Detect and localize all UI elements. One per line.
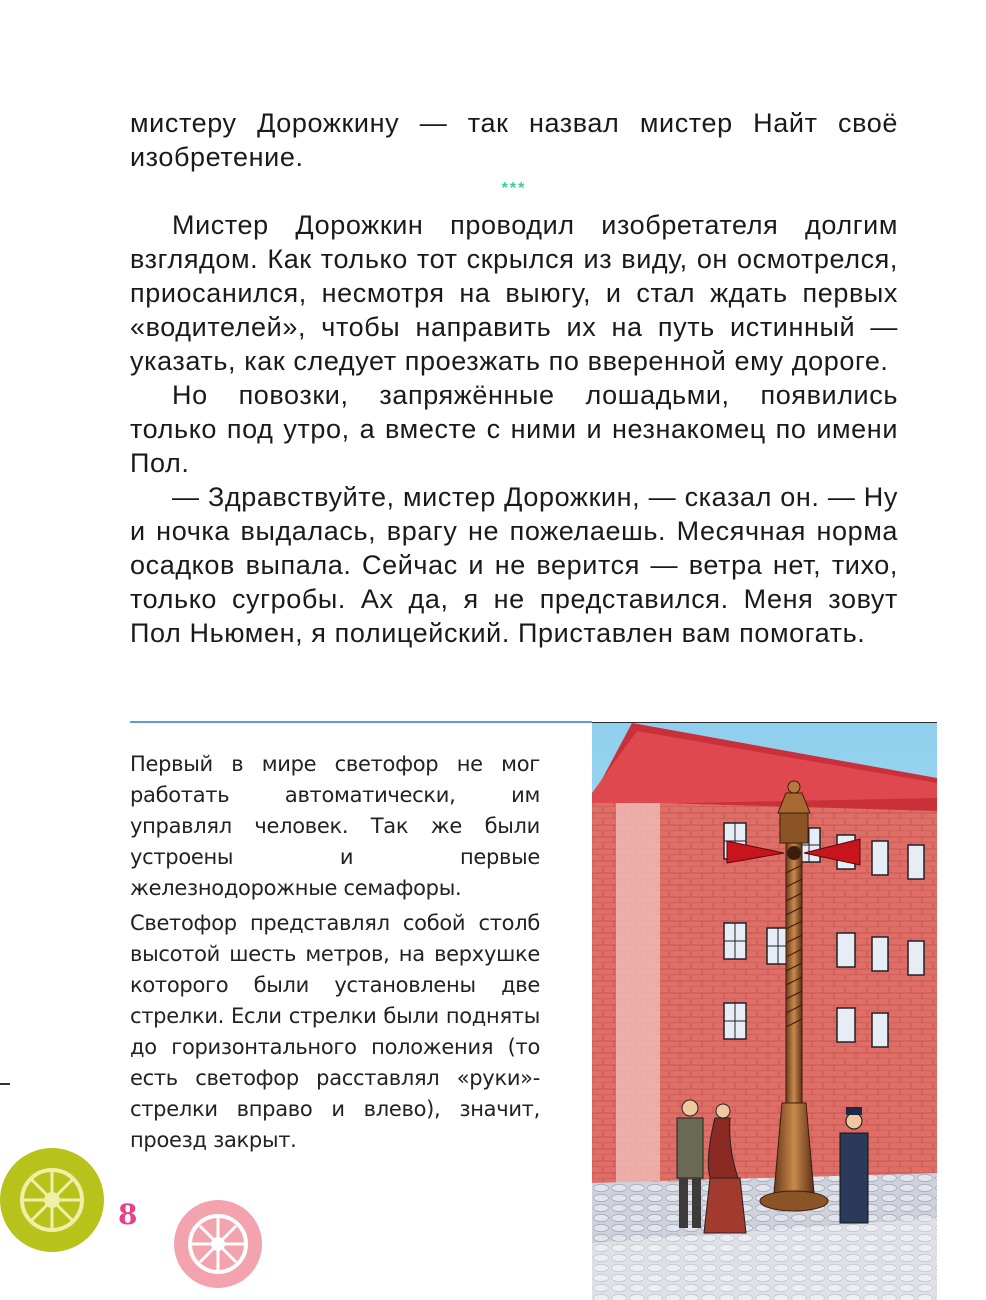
- green-wheel-icon: [0, 1148, 110, 1258]
- paragraph-1: мистеру Дорожкину — так назвал мистер Найт своё изобретение.: [130, 108, 898, 172]
- margin-mark: [0, 1083, 10, 1085]
- paragraph-3: Но повозки, запряжённые лошадьми, появились только под утро, а вместе с ними и незнакомец по имени Пол.: [130, 380, 898, 478]
- main-text: [130, 106, 898, 650]
- side-note-paragraph-2: Светофор представлял собой столб высотой шесть метров, на верхушке которого были установлены две стрелки. Если стрелки были подняты до горизонтального положения (то есть светофор расставлял «руки»-стрелки вправо и влево), значит, проезд закрыт.: [130, 911, 540, 1152]
- page-number: 8: [118, 1198, 138, 1231]
- section-separator: ***: [501, 180, 527, 197]
- side-note-paragraph-1: Первый в мире светофор не мог работать автоматически, им управлял человек. Так же были устроены и первые железнодорожные семафоры.: [130, 752, 540, 900]
- side-note: [130, 749, 540, 1160]
- first-traffic-light-illustration: [592, 723, 937, 1300]
- paragraph-2: Мистер Дорожкин проводил изобретателя долгим взглядом. Как только тот скрылся из виду, он осмотрелся, приосанился, несмотря на выюгу, и стал ждать первых «водителей», чтобы направить их на путь истинный — указать, как следует проезжать по вверенной ему дороге.: [130, 210, 898, 376]
- illustration: [592, 722, 937, 1300]
- paragraph-4: — Здравствуйте, мистер Дорожкин, — сказал он. — Ну и ночка выдалась, врагу не пожелаешь. Месячная норма осадков выпала. Сейчас и не верится — ветра нет, тихо, только сугробы. Ах да, я не представился. Меня зовут Пол Ньюмен, я полицейский. Приставлен вам помогать.: [130, 482, 898, 648]
- sidebar-divider: [130, 721, 592, 723]
- pink-wheel-icon: [172, 1198, 264, 1290]
